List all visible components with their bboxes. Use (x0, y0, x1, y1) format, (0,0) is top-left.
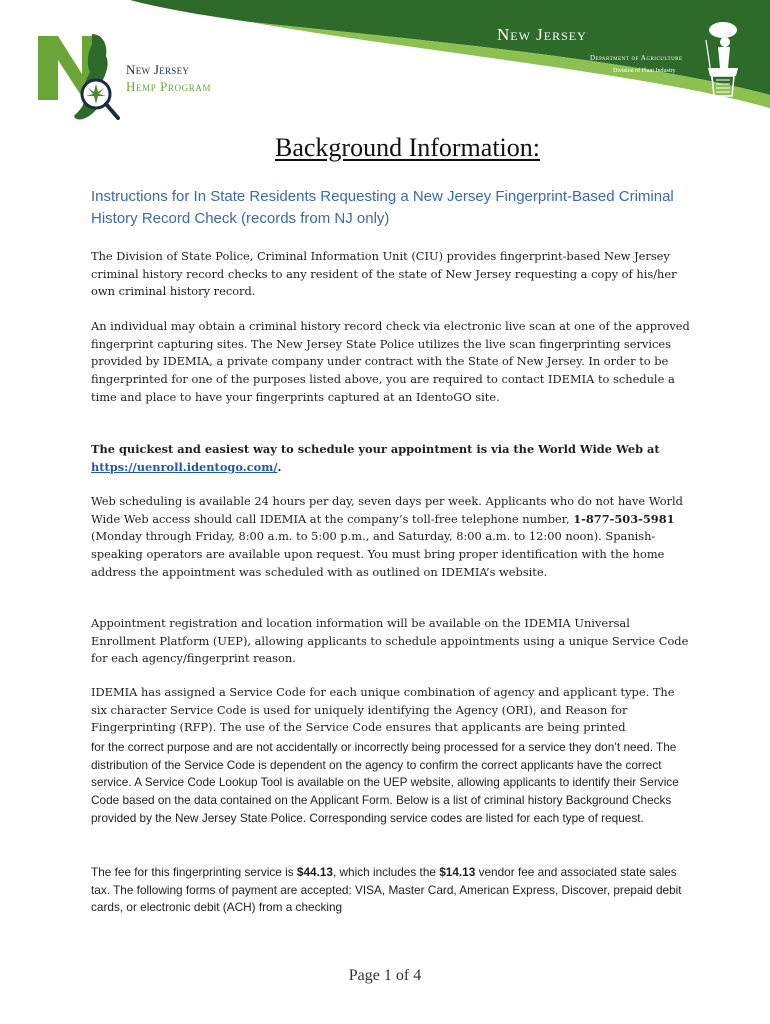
page-title: Background Information: (275, 133, 540, 162)
nj-seal-icon (698, 20, 748, 98)
paragraph-service-code-continued: for the correct purpose and are not accidentally or incorrectly being processed for a service they don’t need. The distribution of the Service Code is dependent on the agency to confirm the correct applicants have the correct service. A Service Code Lookup Tool is available on the UEP website, allowing applicants to identify their Service Code based on the data contained on the Applicant Form. Below is a list of criminal history Background Checks provided by the New Jersey State Police. Corresponding service codes are listed for each type of request. (91, 740, 679, 825)
paragraph-web-scheduling (91, 493, 691, 582)
page-number: Page 1 of 4 (348, 967, 422, 984)
division-name: Division of Plant Industry (613, 68, 676, 74)
schedule-end: . (277, 459, 282, 474)
vendor-fee: $14.13 (439, 865, 476, 879)
paragraph-fee (91, 864, 691, 917)
paragraph-ciu: The Division of State Police, Criminal Information Unit (CIU) provides fingerprint-based New Jersey criminal history record checks to any resident of the state of New Jersey requesting a copy of his/her own criminal history record. (91, 249, 677, 299)
schedule-text: The quickest and easiest way to schedule your appointment is via the World Wide Web at (91, 442, 660, 456)
paragraph-uep: Appointment registration and location information will be available on the IDEMIA Universal Enrollment Platform (UEP), allowing applicants to schedule appointments using a unique Service Code for each agency/fingerprint reason. (91, 616, 689, 666)
program-title-line2: Hemp Program (126, 79, 212, 94)
identogo-link[interactable]: https://uenroll.identogo.com/ (91, 459, 278, 474)
instructions-subheading: Instructions for In State Residents Requesting a New Jersey Fingerprint-Based Criminal History Record Check (records from NJ only) (91, 188, 674, 227)
phone-number: 1-877-503-5981 (573, 511, 675, 526)
fee-amount: $44.13 (296, 865, 333, 879)
paragraph-schedule (91, 441, 691, 476)
fee-text-a: The fee for this fingerprinting service is (91, 865, 297, 879)
state-name: New Jersey (497, 25, 587, 44)
fee-text-b: , which includes the (332, 865, 440, 879)
web-text-b: (Monday through Friday, 8:00 a.m. to 5:00 p.m., and Saturday, 8:00 a.m. to 12:00 noon). Spanish-speaking operators are available upon request. You must bring proper identification with the home address the appointment was scheduled with as outlined on IDEMIA’s website. (91, 529, 665, 579)
program-title-line1: New Jersey (126, 62, 190, 77)
web-text-a: Web scheduling is available 24 hours per day, seven days per week. Applicants who do not have World Wide Web access should call IDEMIA at the company’s toll-free telephone number, (91, 494, 683, 526)
nj-hemp-logo (36, 30, 128, 128)
paragraph-live-scan: An individual may obtain a criminal history record check via electronic live scan at one of the approved fingerprint capturing sites. The New Jersey State Police utilizes the live scan fingerprinting services provided by IDEMIA, a private company under contract with the State of New Jersey. In order to be fingerprinted for one of the purposes listed above, you are required to contact IDEMIA to schedule a time and place to have your fingerprints captured at an IdentoGO site. (91, 319, 690, 404)
department-name: Department of Agriculture (590, 54, 683, 62)
program-title (126, 61, 211, 95)
paragraph-service-code: IDEMIA has assigned a Service Code for each unique combination of agency and applicant type. The six character Service Code is used for uniquely identifying the Agency (ORI), and Reason for Fingerprinting (RFP). The use of the Service Code ensures that applicants are being printed (91, 685, 675, 735)
fee-text-c: vendor fee and associated state sales tax. The following forms of payment are accepted: VISA, Master Card, American Express, Discover, prepaid debit cards, or electronic debit (ACH) from a checking (91, 865, 682, 915)
